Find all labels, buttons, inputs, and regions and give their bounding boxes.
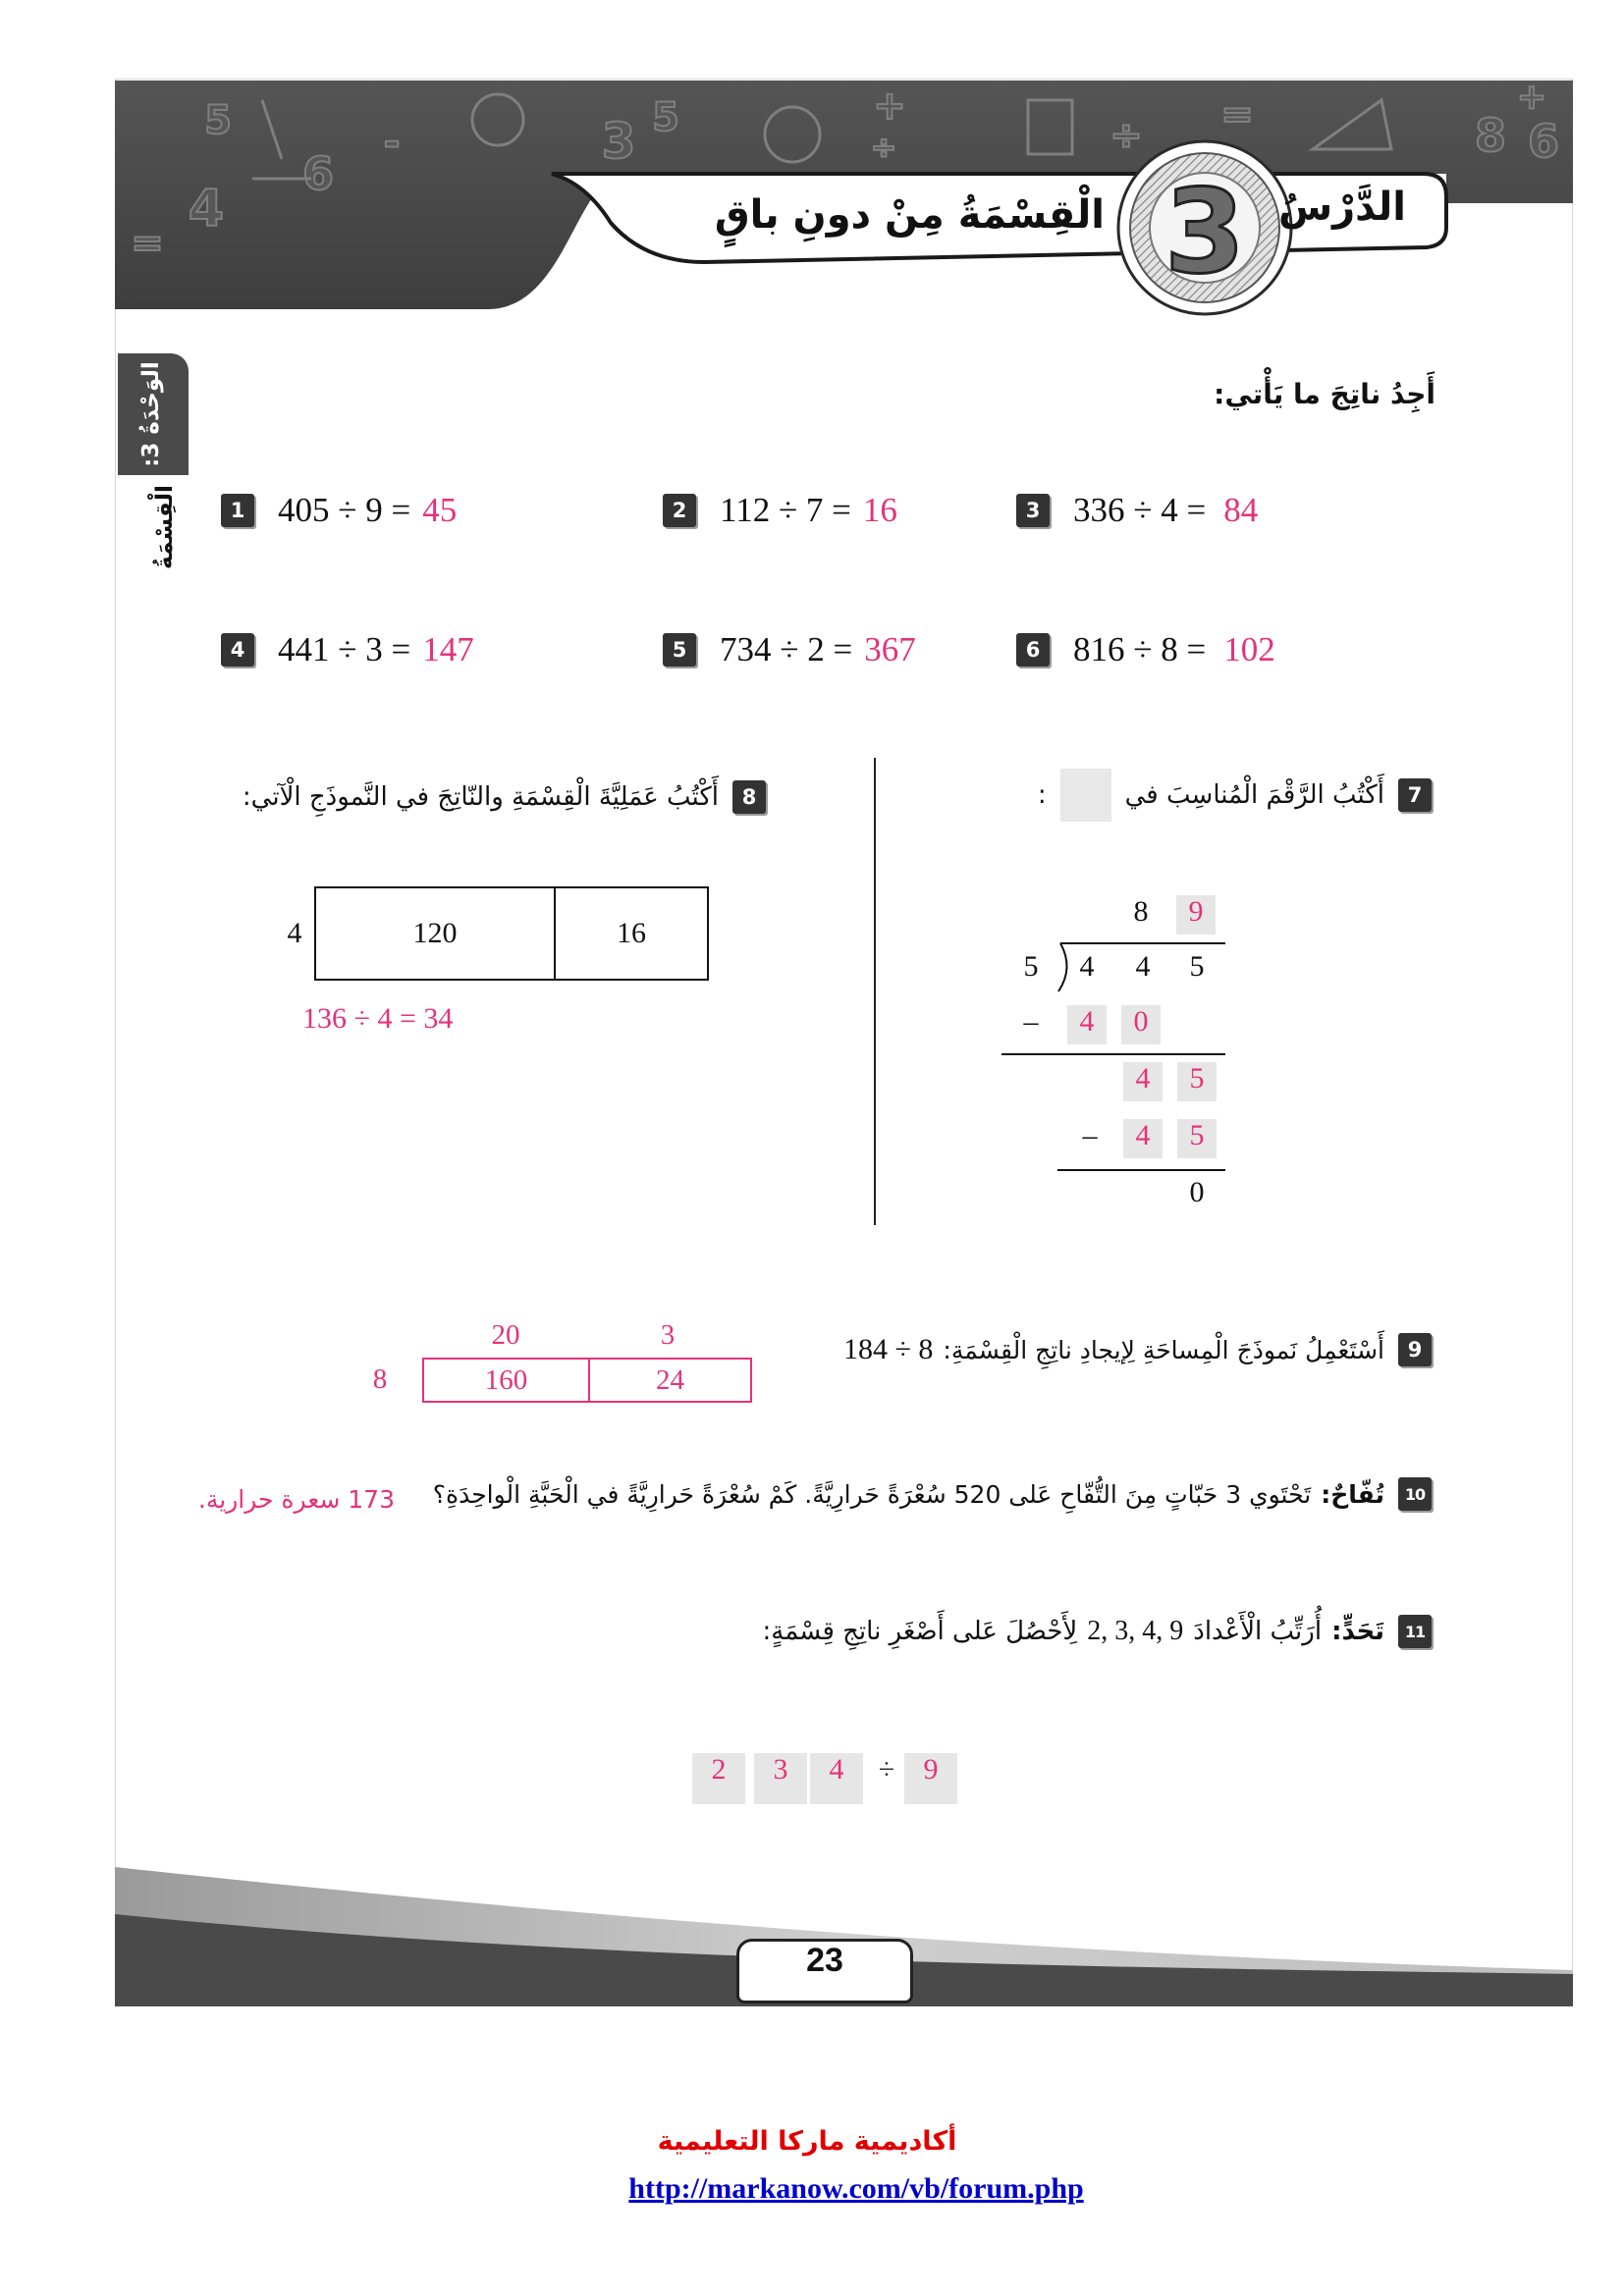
doodle-digit: 8 [1474, 109, 1507, 162]
problem-answer: 45 [422, 491, 458, 529]
column-divider [874, 758, 876, 1225]
model-divisor: 4 [287, 917, 302, 949]
area-cell: 160 [484, 1363, 528, 1396]
unit-label: الوَحْدَةُ 3: [138, 361, 164, 467]
q10-answer: 173 سعرة حرارية. [197, 1484, 395, 1514]
problem-3 [1016, 489, 1258, 532]
problem-answer: 147 [422, 630, 474, 668]
doodle-symbol: = [131, 221, 164, 266]
answer-digit-box: 3 [754, 1753, 807, 1804]
doodle-symbol: - [383, 120, 401, 165]
question-number-badge: 10 [1398, 1477, 1432, 1511]
page-number: 23 [736, 1939, 913, 2003]
problem-answer: 367 [864, 630, 916, 668]
step-digit-answer: 0 [1121, 1005, 1161, 1044]
unit-title: الْقِسْمَةُ [152, 485, 178, 569]
problem-4 [221, 628, 474, 671]
question-label: تَحَدٍّ: [1331, 1617, 1384, 1646]
question-text: تَحْتَوي 3 حَبّاتٍ مِنَ التُّفّاحِ عَلى 520 سُعْرَةً حَرارِيَّةً. كَمْ سُعْرَةً حَرارِيَّةً في الْحَبَّةِ الْواحِدَةِ؟ [432, 1479, 1312, 1509]
problem-expression: 816 ÷ 8 = [1073, 630, 1207, 668]
question-7 [1038, 774, 1432, 817]
model-part: 16 [554, 888, 707, 979]
lesson-number: 3 [1164, 164, 1246, 299]
lesson-number-circle [1118, 141, 1291, 314]
doodle-symbol: ÷ [1110, 113, 1143, 158]
question-expression: 184 ÷ 8 [842, 1333, 934, 1365]
question-number-badge: 11 [1398, 1615, 1432, 1648]
page-frame [115, 79, 1573, 2006]
area-model-box [422, 1358, 752, 1403]
question-11 [763, 1610, 1432, 1653]
lesson-label: الدَّرْسُ [1277, 185, 1406, 230]
question-label: تُفّاحٌ: [1321, 1479, 1384, 1509]
problem-expression: 336 ÷ 4 = [1073, 491, 1207, 529]
quotient-digit-answer: 9 [1176, 895, 1216, 934]
question-number-badge: 6 [1016, 633, 1050, 667]
problem-answer: 16 [862, 491, 897, 529]
problem-expression: 112 ÷ 7 = [720, 491, 851, 529]
question-number-badge: 2 [663, 494, 696, 527]
minus-sign: – [1023, 1005, 1039, 1038]
instruction-heading: أَجِدُ ناتِجَ ما يَأْتي: [1214, 378, 1435, 410]
question-text: أَكْتُبُ الرَّقْمَ الْمُناسِبَ في [1124, 780, 1384, 810]
problem-6 [1016, 628, 1275, 671]
doodle-digit: 5 [204, 98, 232, 143]
minus-sign: – [1082, 1119, 1098, 1151]
division-operator: ÷ [878, 1753, 895, 1786]
problem-expression: 405 ÷ 9 = [278, 491, 411, 529]
area-cell: 24 [588, 1360, 750, 1401]
question-number-badge: 1 [221, 494, 254, 527]
step-digit-answer: 4 [1123, 1119, 1163, 1158]
dividend-digit: 5 [1189, 950, 1205, 983]
problem-expression: 734 ÷ 2 = [720, 630, 853, 668]
problem-2 [663, 489, 897, 532]
question-number-badge: 4 [221, 633, 254, 667]
question-numbers: 2, 3, 4, 9 [1087, 1616, 1184, 1646]
question-text: أَكْتُبُ عَمَلِيَّةَ الْقِسْمَةِ والنّاتِجَ في النَّموذَجِ الْآتي: [242, 782, 719, 812]
question-text: لِأَحْصُلَ عَلى أَصْغَرِ ناتِجِ قِسْمَةٍ: [762, 1617, 1078, 1646]
problem-expression: 441 ÷ 3 = [278, 630, 411, 668]
forum-link[interactable]: http://markanow.com/vb/forum.php [628, 2172, 1084, 2205]
question-number-badge: 8 [732, 780, 766, 814]
question-number-badge: 9 [1398, 1333, 1432, 1366]
doodle-digit: 4 [188, 180, 225, 239]
area-top-label: 20 [491, 1319, 520, 1351]
doodle-symbol: = [1220, 92, 1254, 137]
divisor: 5 [1023, 950, 1039, 983]
problem-answer: 102 [1223, 630, 1275, 668]
question-number-badge: 7 [1398, 778, 1432, 812]
doodle-symbol: + [1516, 80, 1547, 118]
step-digit-answer: 4 [1067, 1005, 1107, 1044]
answer-digit-box: 4 [810, 1753, 863, 1804]
long-division [982, 883, 1237, 1222]
q8-answer: 136 ÷ 4 = 34 [302, 1002, 454, 1035]
problem-5 [663, 628, 916, 671]
problem-1 [221, 489, 457, 532]
answer-digit-box: 2 [692, 1753, 745, 1804]
step-digit-answer: 5 [1177, 1062, 1217, 1101]
area-top-label: 3 [660, 1319, 676, 1351]
question-10 [433, 1472, 1432, 1516]
doodle-symbol: + [873, 83, 906, 129]
blank-box [1060, 769, 1111, 822]
lesson-title: الْقِسْمَةُ مِنْ دونِ باقٍ [714, 192, 1105, 238]
division-bracket [1058, 943, 1067, 991]
question-text: أَسْتَعْمِلُ نَموذَجَ الْمِساحَةِ لِإيجادِ ناتِجِ الْقِسْمَةِ: [943, 1335, 1384, 1364]
model-part: 120 [412, 917, 458, 949]
division-model-box [314, 886, 709, 981]
quotient-digit: 8 [1133, 895, 1149, 928]
question-text: أُرَتِّبُ الْأَعْدادَ [1193, 1617, 1323, 1646]
doodle-digit: 6 [1527, 115, 1560, 168]
question-9 [834, 1328, 1432, 1371]
doodle-digit: 5 [652, 95, 679, 140]
doodle-digit: 3 [601, 113, 636, 170]
question-number-badge: 5 [663, 633, 696, 667]
question-8 [243, 775, 766, 819]
question-colon: : [1037, 780, 1047, 810]
remainder: 0 [1189, 1176, 1205, 1208]
doodle-symbol: ÷ [870, 129, 897, 166]
academy-name: أكاديمية ماركا التعليمية [657, 2126, 957, 2157]
doodle-digit: 6 [301, 147, 335, 200]
problem-answer: 84 [1223, 491, 1259, 529]
question-number-badge: 3 [1016, 494, 1050, 527]
step-digit-answer: 4 [1123, 1062, 1163, 1101]
answer-digit-box: 9 [904, 1753, 957, 1804]
dividend-digit: 4 [1135, 950, 1151, 983]
dividend-digit: 4 [1079, 950, 1095, 983]
step-digit-answer: 5 [1177, 1119, 1217, 1158]
area-side-label: 8 [372, 1363, 388, 1395]
